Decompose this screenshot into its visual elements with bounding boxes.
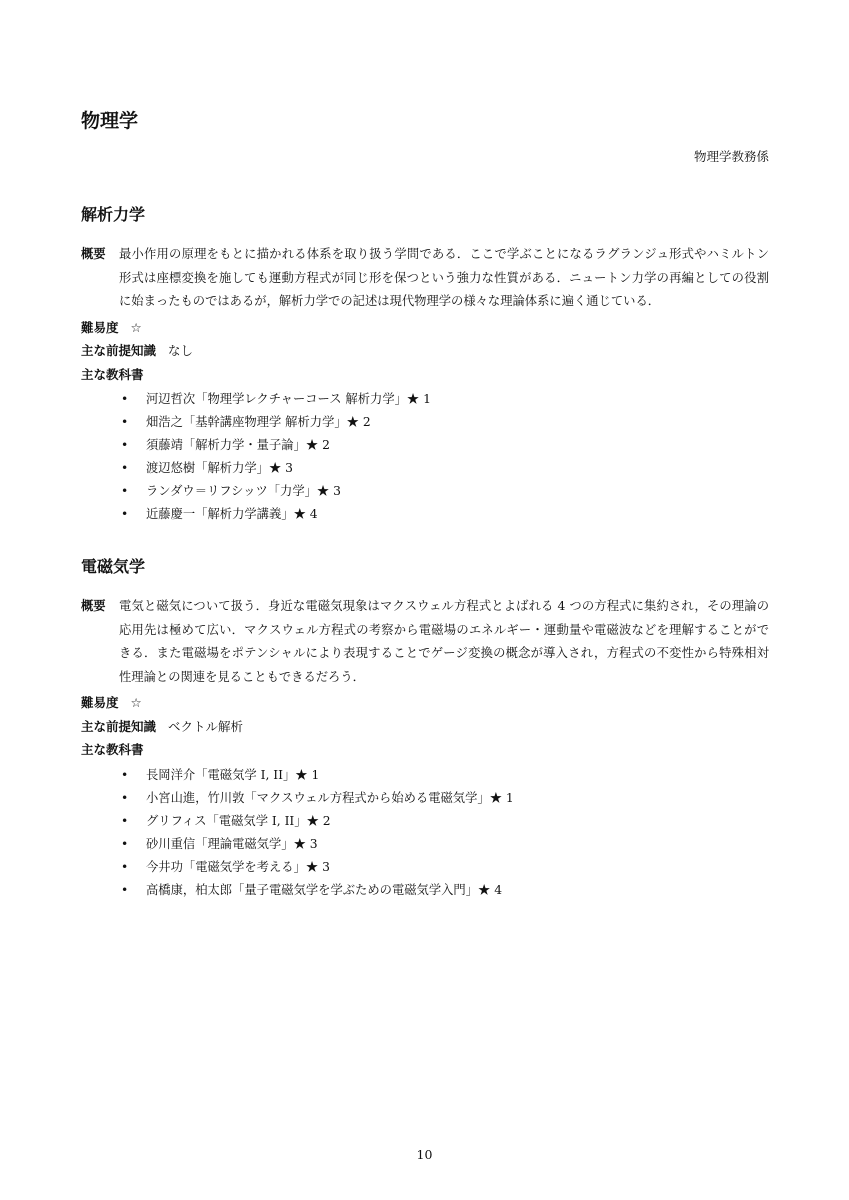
difficulty-label: 難易度 <box>81 695 119 710</box>
textbook-entry: 畑浩之「基幹講座物理学 解析力学」★ 2 <box>146 415 371 429</box>
textbook-entry: 高橋康，柏太郎「量子電磁気学を学ぶための電磁気学入門」★ 4 <box>146 882 503 897</box>
textbook-entry: 渡辺悠樹「解析力学」★ 3 <box>146 461 293 475</box>
difficulty-row <box>81 691 769 715</box>
difficulty-value: ☆ <box>130 319 142 335</box>
difficulty-value: ☆ <box>130 695 142 710</box>
list-item <box>121 833 769 856</box>
difficulty-label: 難易度 <box>81 319 119 335</box>
section-analytical-mechanics <box>81 203 769 526</box>
list-item <box>121 457 769 480</box>
bullet-icon: • <box>121 415 129 429</box>
list-item <box>121 787 769 810</box>
textbook-entry: 砂川重信「理論電磁気学」★ 3 <box>146 836 318 851</box>
prerequisites-value: なし <box>167 343 193 358</box>
overview-label: 概要 <box>81 599 106 613</box>
bullet-icon: • <box>121 859 129 874</box>
overview-text: 最小作用の原理をもとに描かれる体系を取り扱う学問である．ここで学ぶことになるラグランジュ形式やハミルトン形式は座標変換を施しても運動方程式が同じ形を保つという強力な性質がある．ニュートン力学の再編としての役割に始まったものではあるが，解析力学での記述は現代物理学の様々な理論体系に遍く通じている． <box>119 247 769 308</box>
textbook-entry: ランダウ＝リフシッツ「力学」★ 3 <box>146 484 341 498</box>
difficulty-row <box>81 316 769 340</box>
bullet-icon: • <box>121 790 129 805</box>
list-item <box>121 411 769 434</box>
bullet-icon: • <box>121 461 129 475</box>
textbooks-row <box>81 363 769 387</box>
page-number: 10 <box>416 1147 433 1162</box>
textbooks-row <box>81 738 769 762</box>
bullet-icon: • <box>121 438 129 452</box>
list-item <box>121 879 769 902</box>
bullet-icon: • <box>121 813 129 828</box>
textbook-entry: グリフィス「電磁気学 I, II」★ 2 <box>146 813 331 828</box>
list-item <box>121 764 769 787</box>
list-item <box>121 810 769 833</box>
prerequisites-label: 主な前提知識 <box>81 718 157 734</box>
page-title: 物理学 <box>81 110 139 132</box>
textbook-entry: 近藤慶一「解析力学講義」★ 4 <box>146 507 318 521</box>
overview-text: 電気と磁気について扱う．身近な電磁気現象はマクスウェル方程式とよばれる 4 つの方程式に集約され，その理論の応用先は極めて広い．マクスウェル方程式の考察から電磁場のエネルギー・運動量や電磁波などを理解することができる．また電磁場をポテンシャルにより表現することでゲージ変換の概念が導入され，方程式の不変性から特殊相対性理論との関連を見ることもできるだろう． <box>119 599 769 684</box>
bullet-icon: • <box>121 392 129 406</box>
textbook-list <box>81 388 769 526</box>
overview-label: 概要 <box>81 247 106 261</box>
list-item <box>121 480 769 503</box>
department-name: 物理学教務係 <box>693 149 769 164</box>
bullet-icon: • <box>121 507 129 521</box>
bullet-icon: • <box>121 767 129 782</box>
prerequisites-value: ベクトル解析 <box>167 718 243 734</box>
list-item <box>121 434 769 457</box>
textbook-entry: 河辺哲次「物理学レクチャーコース 解析力学」★ 1 <box>146 392 431 406</box>
section-title: 解析力学 <box>81 205 146 224</box>
textbooks-label: 主な教科書 <box>81 366 144 382</box>
prerequisites-row <box>81 715 769 739</box>
textbook-entry: 長岡洋介「電磁気学 I, II」★ 1 <box>146 767 320 782</box>
section-electromagnetism <box>81 555 769 902</box>
bullet-icon: • <box>121 484 129 498</box>
overview-block <box>81 243 769 314</box>
overview-block <box>81 595 769 689</box>
section-title: 電磁気学 <box>81 557 146 576</box>
textbooks-label: 主な教科書 <box>81 742 144 757</box>
bullet-icon: • <box>121 882 129 897</box>
prerequisites-label: 主な前提知識 <box>81 343 157 358</box>
textbook-list <box>81 764 769 902</box>
prerequisites-row <box>81 339 769 363</box>
list-item <box>121 856 769 879</box>
list-item <box>121 503 769 526</box>
textbook-entry: 今井功「電磁気学を考える」★ 3 <box>146 859 330 874</box>
textbook-entry: 須藤靖「解析力学・量子論」★ 2 <box>146 438 330 452</box>
list-item <box>121 388 769 411</box>
textbook-entry: 小宮山進，竹川敦「マクスウェル方程式から始める電磁気学」★ 1 <box>146 790 514 805</box>
bullet-icon: • <box>121 836 129 851</box>
